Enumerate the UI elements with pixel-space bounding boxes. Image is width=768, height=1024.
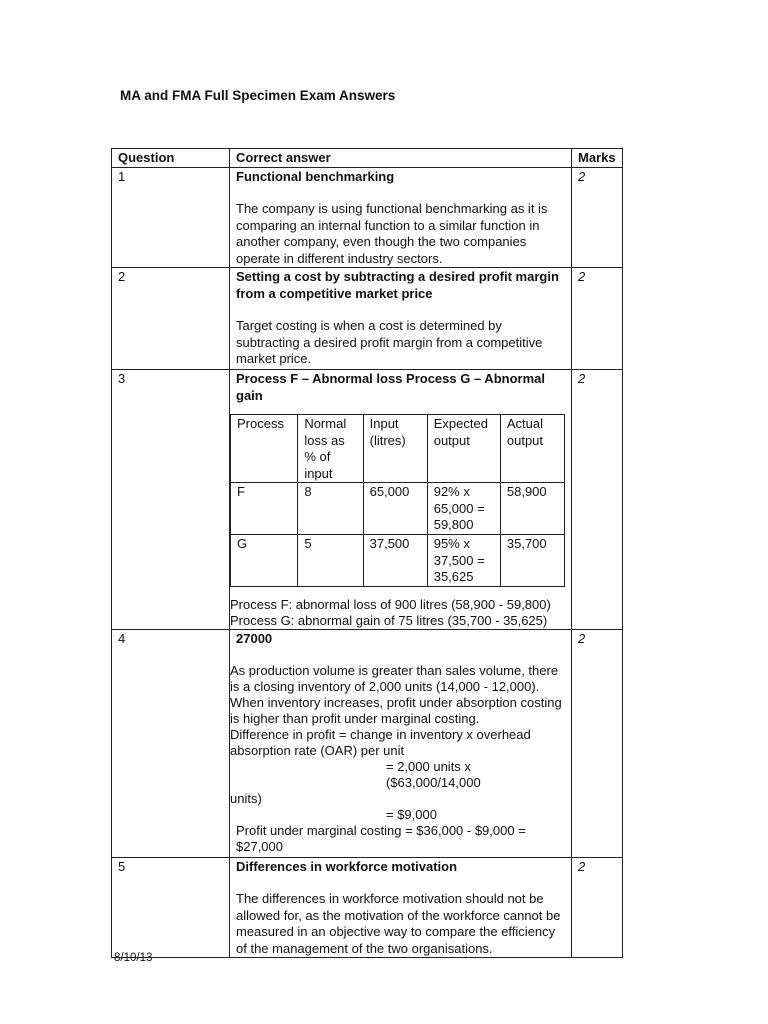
process-table-header — [231, 415, 565, 483]
cell: 65,000 — [363, 483, 427, 535]
answers-table — [111, 148, 623, 958]
answer-cell — [230, 268, 572, 370]
marks-value: 2 — [572, 167, 623, 268]
correct-answer: 27000 — [236, 630, 273, 646]
explanation: The differences in workforce motivation should not be allowed for, as the motivation of the workforce cannot be measured in an objective way to compare the efficiency of the management of the two organisations. — [236, 891, 561, 956]
explanation: The company is using functional benchmarking as it is comparing an internal function to a similar function in another company, even though the two companies operate in different industry sectors. — [236, 201, 548, 266]
explanation: When inventory increases, profit under absorption costing is higher than profit under marginal costing. — [230, 695, 562, 726]
calculation-result: Profit under marginal costing = $36,000 - $9,000 = $27,000 — [236, 823, 526, 854]
cell: 92% x 65,000 = 59,800 — [427, 483, 500, 535]
correct-answer: Setting a cost by subtracting a desired profit margin from a competitive market price — [236, 269, 559, 301]
answer-cell — [230, 167, 572, 268]
page-title: MA and FMA Full Specimen Exam Answers — [120, 88, 396, 103]
table-row — [112, 370, 623, 630]
col-process: Process — [231, 415, 298, 483]
header-question: Question — [112, 149, 230, 168]
cell: 58,900 — [500, 483, 564, 535]
calculation-line: units) — [230, 791, 262, 806]
answer-cell — [230, 857, 572, 958]
calculation-line: = $9,000 — [386, 807, 437, 822]
cell: 95% x 37,500 = 35,625 — [427, 535, 500, 587]
cell: 5 — [298, 535, 363, 587]
table-row — [112, 857, 623, 958]
header-answer: Correct answer — [230, 149, 572, 168]
answer-cell — [230, 629, 572, 857]
marks-value: 2 — [572, 268, 623, 370]
answer-cell — [230, 370, 572, 630]
cell: G — [231, 535, 298, 587]
col-normal-loss: Normal loss as % of input — [298, 415, 363, 483]
explanation: Target costing is when a cost is determined by subtracting a desired profit margin from a competitive market price. — [236, 318, 543, 366]
question-number: 1 — [112, 167, 230, 268]
calculation-line: = 2,000 units x ($63,000/14,000 — [386, 759, 481, 790]
cell: 35,700 — [500, 535, 564, 587]
process-table — [230, 414, 565, 587]
explanation: As production volume is greater than sales volume, there is a closing inventory of 2,000 units (14,000 - 12,000). — [230, 663, 559, 694]
correct-answer: Process F – Abnormal loss Process G – Abnormal gain — [236, 371, 545, 403]
process-f-result: Process F: abnormal loss of 900 litres (58,900 - 59,800) — [230, 596, 551, 612]
col-expected: Expected output — [427, 415, 500, 483]
col-actual: Actual output — [500, 415, 564, 483]
table-header-row — [112, 149, 623, 168]
header-marks: Marks — [572, 149, 623, 168]
marks-value: 2 — [572, 370, 623, 630]
marks-value: 2 — [572, 629, 623, 857]
process-row — [231, 535, 565, 587]
process-g-result: Process G: abnormal gain of 75 litres (35,700 - 35,625) — [230, 612, 548, 628]
cell: 8 — [298, 483, 363, 535]
question-number: 2 — [112, 268, 230, 370]
process-row — [231, 483, 565, 535]
col-input: Input (litres) — [363, 415, 427, 483]
cell: 37,500 — [363, 535, 427, 587]
table-row — [112, 167, 623, 268]
table-row — [112, 629, 623, 857]
explanation: Difference in profit = change in inventory x overhead absorption rate (OAR) per unit — [230, 727, 531, 758]
question-number: 3 — [112, 370, 230, 630]
cell: F — [231, 483, 298, 535]
table-row — [112, 268, 623, 370]
correct-answer: Differences in workforce motivation — [236, 858, 458, 874]
question-number: 5 — [112, 857, 230, 958]
question-number: 4 — [112, 629, 230, 857]
marks-value: 2 — [572, 857, 623, 958]
footer-date: 8/10/13 — [114, 952, 153, 964]
correct-answer: Functional benchmarking — [236, 168, 395, 184]
